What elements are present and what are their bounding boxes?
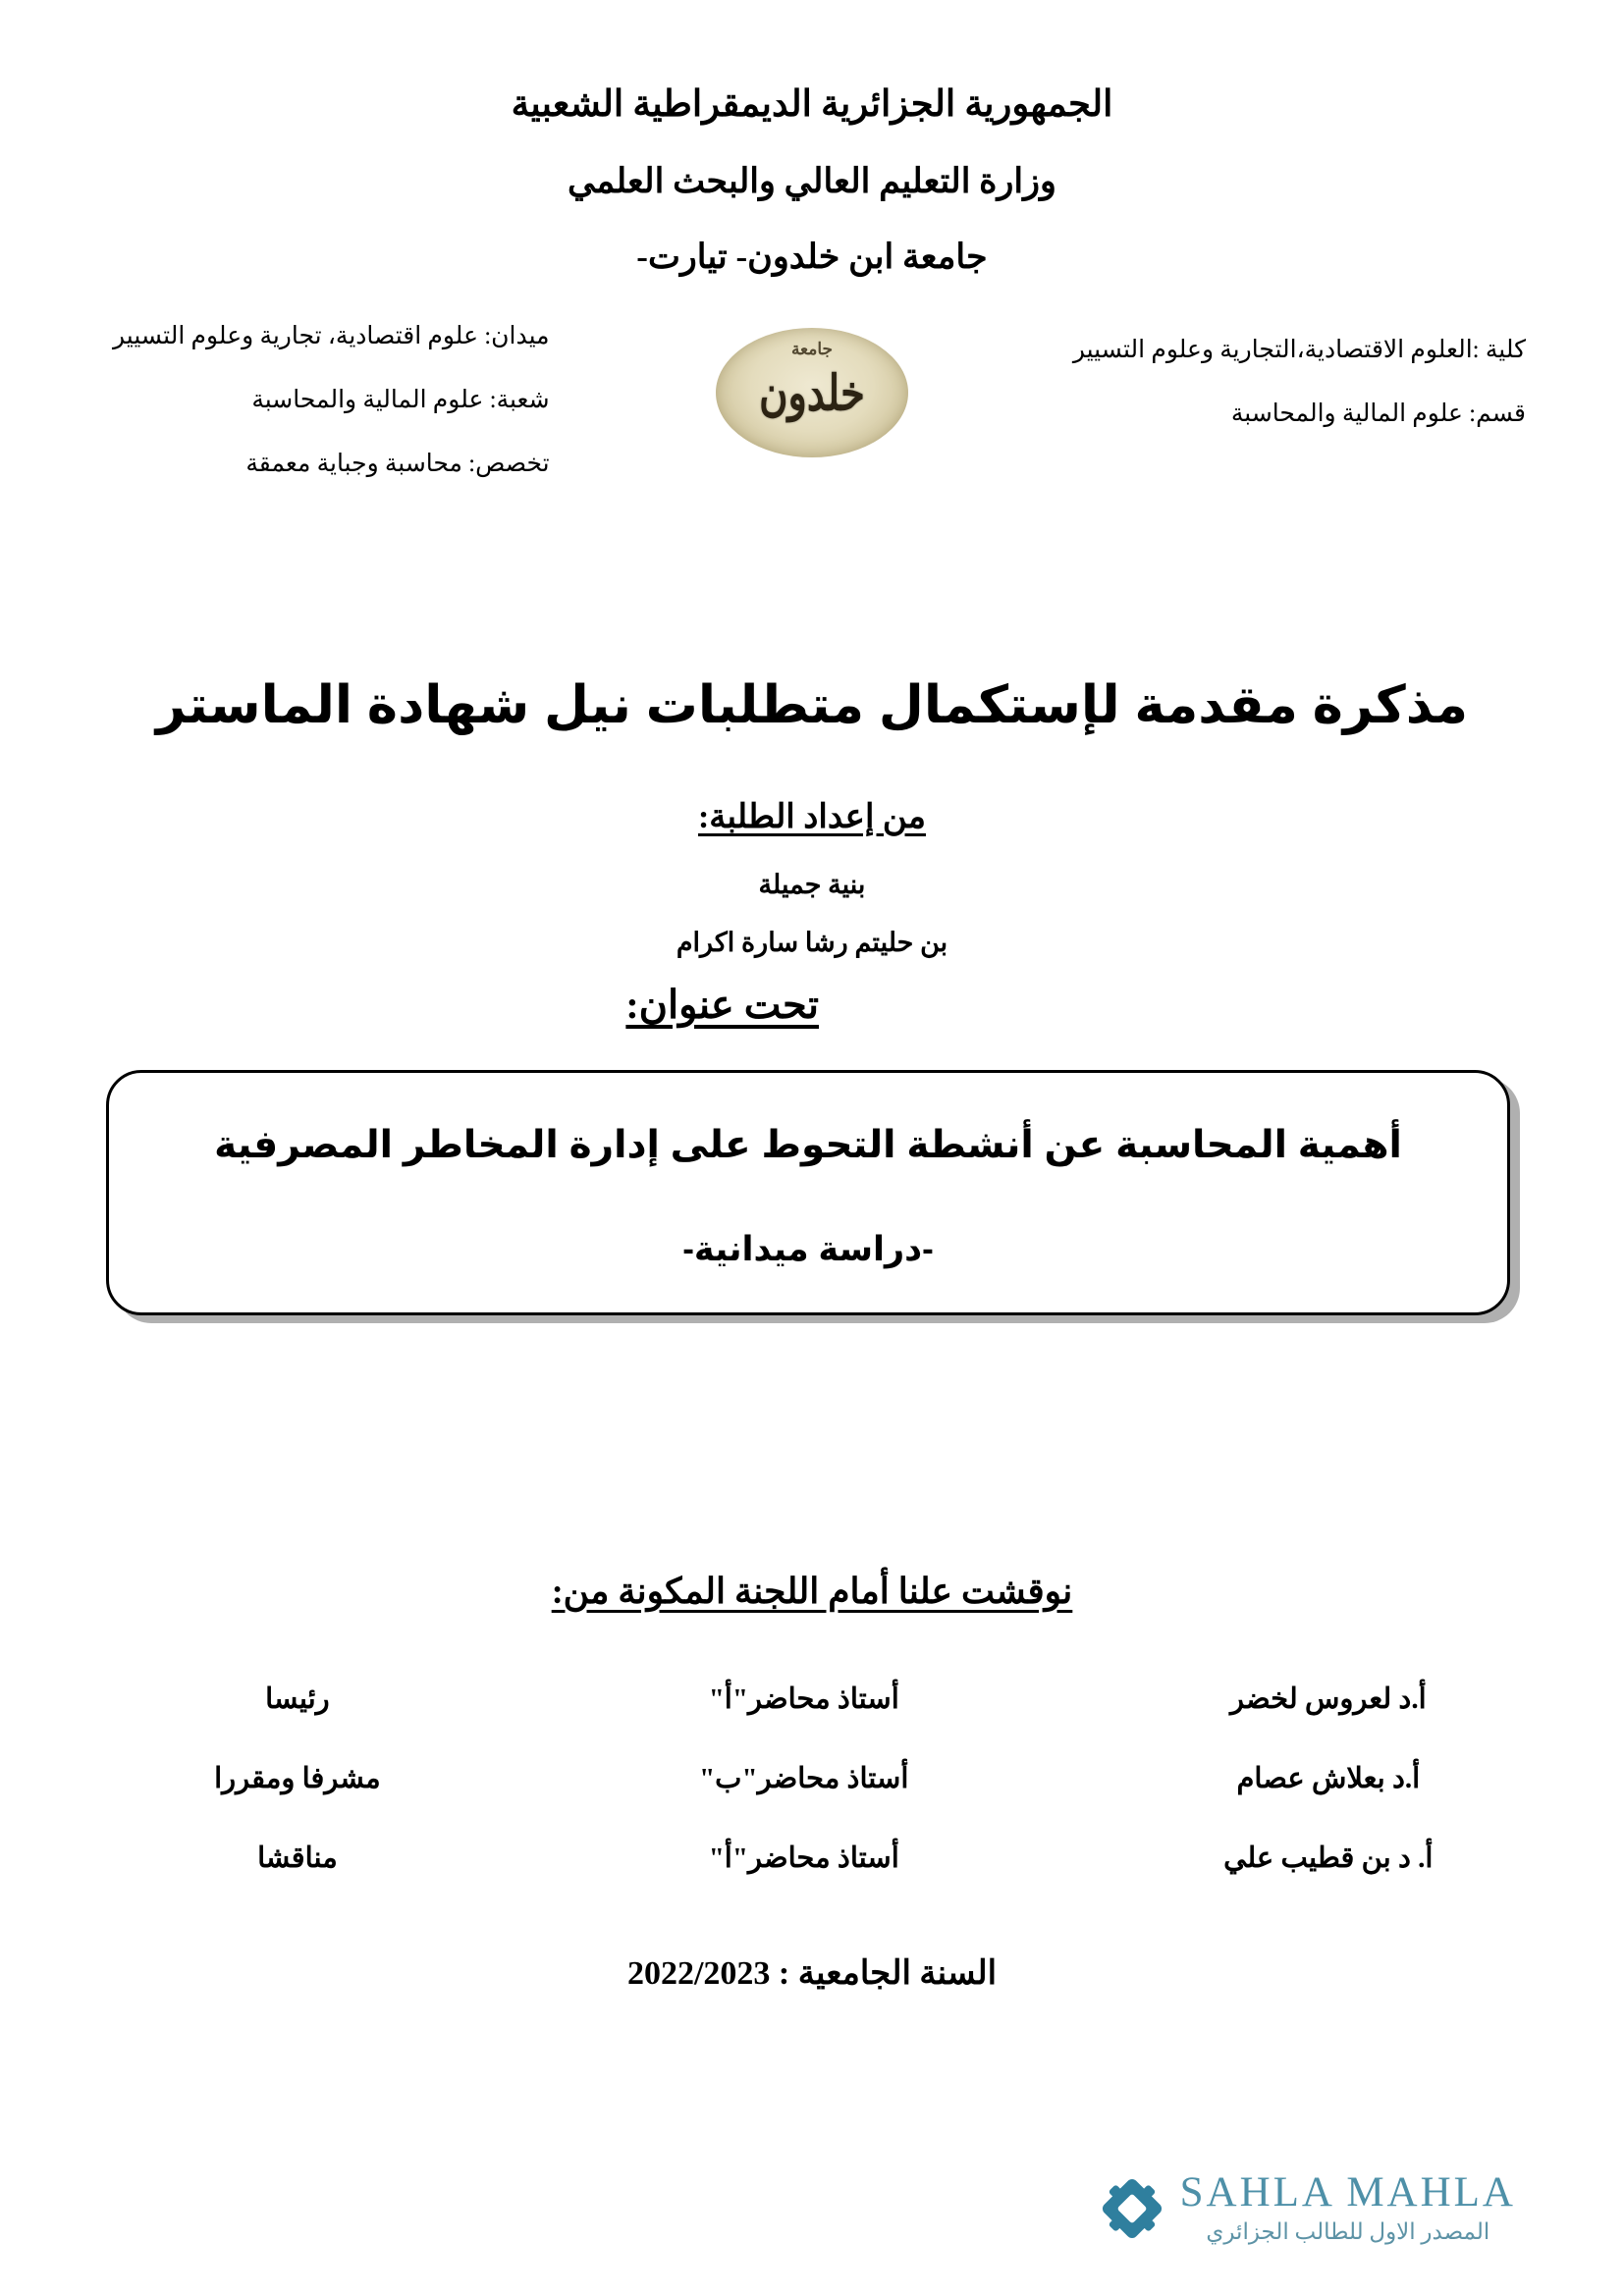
jury-member-role: مناقشا — [257, 1842, 338, 1874]
domain-line: ميدان: علوم اقتصادية، تجارية وعلوم التسيير — [113, 323, 550, 349]
footer-tagline: المصدر الاول للطالب الجزائري — [1206, 2219, 1490, 2244]
country-line: الجمهورية الجزائرية الديمقراطية الشعبية — [511, 84, 1113, 125]
university-seal — [716, 328, 908, 457]
table-row — [0, 1659, 1624, 1738]
ministry-line: وزارة التعليم العالي والبحث العلمي — [568, 162, 1056, 200]
jury-member-rank: أستاذ محاضر"ب" — [699, 1763, 909, 1794]
thesis-subtitle: -دراسة ميدانية- — [682, 1230, 934, 1269]
academic-year: السنة الجامعية : 2022/2023 — [626, 1955, 998, 1992]
students-heading: من إعداد الطلبة: — [697, 799, 927, 835]
faculty-line: كلية :العلوم الاقتصادية،التجارية وعلوم التسيير — [1072, 337, 1526, 363]
jury-member-role: مشرفا ومقررا — [214, 1763, 381, 1794]
jury-member-rank: أستاذ محاضر"أ" — [708, 1683, 899, 1715]
table-row — [0, 1818, 1624, 1897]
jury-heading: نوقشت علنا أمام اللجنة المكونة من: — [551, 1572, 1073, 1611]
department-line: قسم: علوم المالية والمحاسبة — [1230, 400, 1526, 427]
jury-member-name: أ.د لعروس لخضر — [1229, 1683, 1427, 1715]
thesis-title: أهمية المحاسبة عن أنشطة التحوط على إدارة المخاطر المصرفية — [214, 1123, 1402, 1166]
master-degree-statement: مذكرة مقدمة لإستكمال متطلبات نيل شهادة الماستر — [155, 676, 1469, 734]
jury-member-rank: أستاذ محاضر"أ" — [708, 1842, 899, 1874]
faculty-info-right — [1073, 338, 1526, 426]
institution-header — [0, 86, 1624, 274]
seal-calligraphy: خلدون — [759, 364, 865, 421]
thesis-title-box — [106, 1070, 1510, 1315]
jury-table — [0, 1659, 1624, 1897]
table-row — [0, 1738, 1624, 1818]
university-line: جامعة ابن خلدون- تيارت- — [636, 238, 988, 276]
footer-brand-name: SAHLA MAHLA — [1179, 2169, 1516, 2216]
program-info-left — [113, 324, 550, 476]
seal-arc-text: جامعة — [790, 340, 834, 358]
under-title-label: تحت عنوان: — [625, 983, 819, 1027]
jury-member-role: رئيسا — [265, 1683, 330, 1715]
student-name: بن حليتم رشا سارة اكرام — [676, 928, 948, 957]
jury-member-name: أ.د بعلاش عصام — [1236, 1763, 1421, 1794]
jury-member-name: أ. د بن قطيب علي — [1223, 1842, 1434, 1874]
footer-logo-text — [1180, 2171, 1516, 2245]
students-block — [0, 797, 1624, 958]
specialty-line: تخصص: محاسبة وجباية معمقة — [245, 451, 550, 477]
title-box-frame — [106, 1070, 1510, 1315]
seal-oval — [716, 328, 908, 457]
sahla-mahla-watermark — [1100, 2171, 1516, 2245]
faculty-info-row — [0, 324, 1624, 510]
sahla-mahla-logo-icon — [1100, 2176, 1164, 2241]
student-name: بنية جميلة — [758, 870, 866, 899]
branch-line: شعبة: علوم المالية والمحاسبة — [251, 387, 550, 413]
